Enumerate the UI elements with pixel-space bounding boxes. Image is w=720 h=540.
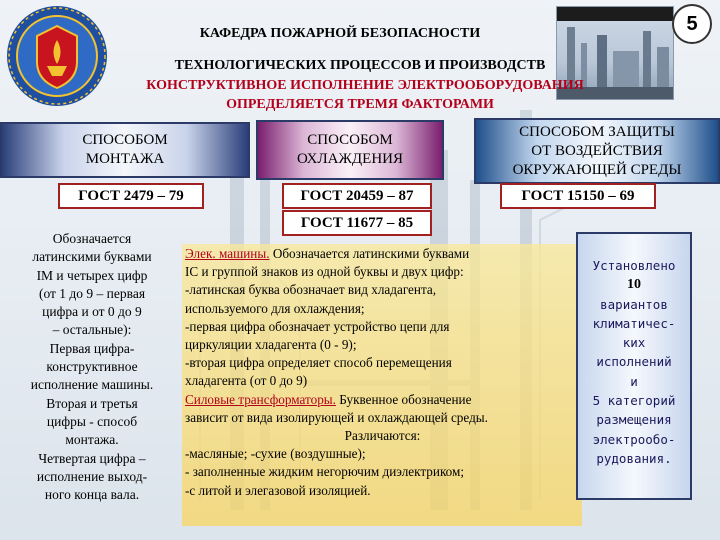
gost-badge: ГОСТ 20459 – 87 (282, 183, 432, 209)
fire-safety-emblem-icon (4, 4, 110, 108)
text-line: и (630, 373, 638, 389)
text-line: циркуляции хладагента (0 - 9); (185, 337, 357, 353)
text-line (185, 245, 580, 263)
page-number-badge: 5 (672, 4, 712, 44)
text-line: -латинская буква обозначает вид хладагента, (185, 282, 437, 298)
text-line: ких (622, 335, 646, 351)
method-label: ОТ ВОЗДЕЙСТВИЯ (531, 142, 663, 159)
text-line: -первая цифра обозначает устройство цепи для (185, 318, 450, 334)
text-line: исполнение машины. (30, 377, 154, 393)
text-line: зависит от вида изолирующей и охлаждающей среды. (185, 409, 488, 425)
text-line: конструктивное (46, 359, 138, 375)
cooling-description (185, 245, 580, 500)
climate-description (578, 256, 690, 468)
text-line: Обозначается (52, 231, 132, 246)
title-line-3: ОПРЕДЕЛЯЕТСЯ ТРЕМЯ ФАКТОРАМИ (226, 97, 494, 112)
method-label: МОНТАЖА (85, 151, 165, 167)
gost-badge: ГОСТ 11677 – 85 (282, 210, 432, 236)
variant-count: 10 (627, 277, 641, 293)
text-line: Четвертая цифра – (38, 450, 146, 466)
text-line: Вторая и третья (46, 395, 138, 411)
text-line: латинскими буквами (32, 249, 152, 265)
text-line: хладагента (от 0 до 9) (185, 373, 308, 389)
text-line: цифры - способ (46, 413, 138, 429)
method-box-protection (474, 118, 720, 184)
text-line: IM и четырех цифр (36, 267, 148, 283)
text-line: цифра и от 0 до 9 (42, 304, 142, 320)
text-line: Первая цифра- (49, 340, 135, 356)
gost-badge: ГОСТ 2479 – 79 (58, 183, 204, 209)
text-line: монтажа. (65, 432, 119, 448)
text-line: -масляные; -сухие (воздушные); (185, 446, 366, 462)
text-line: (от 1 до 9 – первая (38, 285, 146, 301)
method-label: СПОСОБОМ (82, 132, 168, 148)
text-line: вариантов (600, 296, 668, 312)
text-line: - заполненные жидким негорючим диэлектриком; (185, 464, 465, 480)
text-line: исполнение выход- (36, 468, 148, 484)
text-line: IC и группой знаков из одной буквы и двух цифр: (185, 264, 464, 280)
text-line: электрообо- (592, 431, 676, 447)
text-fragment: Обозначается латинскими буквами (269, 246, 470, 261)
category-count: 5 категорий (592, 393, 676, 409)
text-line: ного конца вала. (44, 487, 140, 503)
text-line: исполнений (596, 354, 672, 370)
method-label: СПОСОБОМ ЗАЩИТЫ (519, 123, 675, 140)
title-line-2: КОНСТРУКТИВНОЕ ИСПОЛНЕНИЕ ЭЛЕКТРООБОРУДОВАНИЯ (146, 78, 584, 93)
method-label: ОХЛАЖДЕНИЯ (296, 151, 403, 167)
gost-badge: ГОСТ 15150 – 69 (500, 183, 656, 209)
electric-machines-link[interactable]: Элек. машины. (185, 246, 270, 261)
text-fragment: Буквенное обозначение (335, 391, 472, 407)
text-line: климатичес- (592, 315, 676, 331)
text-line: рудования. (596, 450, 672, 466)
text-line: -с литой и элегазовой изоляцией. (185, 482, 371, 498)
text-line (185, 391, 580, 409)
method-label: СПОСОБОМ (307, 132, 393, 148)
method-label: ОКРУЖАЮЩЕЙ СРЕДЫ (512, 161, 682, 178)
text-line: -вторая цифра определяет способ перемещения (185, 355, 452, 371)
text-line: используемого для охлаждения; (185, 300, 365, 316)
text-line: Различаются: (344, 428, 421, 444)
method-box-mounting (0, 122, 250, 178)
power-transformers-link[interactable]: Силовые трансформаторы. (185, 391, 336, 407)
text-line: Установлено (592, 258, 676, 273)
text-line: размещения (596, 412, 672, 428)
text-line: – остальные): (52, 322, 132, 338)
method-box-cooling (256, 120, 444, 180)
department-title: КАФЕДРА ПОЖАРНОЙ БЕЗОПАСНОСТИ (199, 26, 481, 41)
title-line-1: ТЕХНОЛОГИЧЕСКИХ ПРОЦЕССОВ И ПРОИЗВОДСТВ (174, 58, 546, 73)
mounting-description (2, 230, 182, 504)
